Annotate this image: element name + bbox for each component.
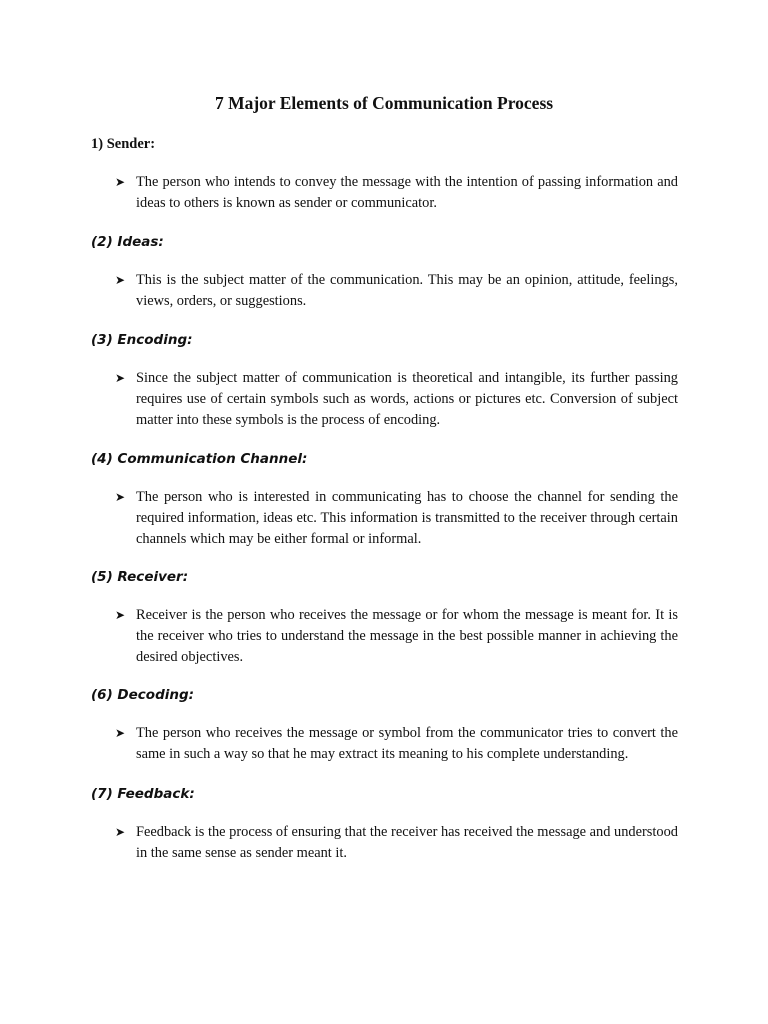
bullet-text: Receiver is the person who receives the message or for whom the message is meant for. It is the receiver who tries to understand the message in the best possible manner in achieving the desired objectives. [136,607,678,665]
arrow-bullet-icon: ➤ [115,825,126,839]
page-title: 7 Major Elements of Communication Process [214,93,554,113]
section-heading-sender: 1) Sender: [91,136,156,152]
bullet-text: Feedback is the process of ensuring that the receiver has received the message and understood in the same sense as sender meant it. [136,824,678,861]
arrow-bullet-icon: ➤ [115,175,126,189]
bullet-text: The person who is interested in communicating has to choose the channel for sending the required information, ideas etc. This information is transmitted to the receiver through certain channels which may be either formal or informal. [136,489,678,547]
section-heading-receiver: (5) Receiver: [91,569,189,585]
arrow-bullet-icon: ➤ [115,273,126,287]
section-body-ideas [115,270,678,312]
section-body-decoding [115,723,678,765]
bullet-text: This is the subject matter of the communication. This may be an opinion, attitude, feelings, views, orders, or suggestions. [136,272,678,309]
bullet-text: The person who intends to convey the message with the intention of passing information and ideas to others is known as sender or communicator. [136,174,678,211]
section-body-communication-channel [115,487,678,550]
section-body-feedback [115,822,678,864]
arrow-bullet-icon: ➤ [115,371,126,385]
section-heading-decoding: (6) Decoding: [91,687,195,703]
bullet-text: Since the subject matter of communication is theoretical and intangible, its further passing requires use of certain symbols such as words, actions or pictures etc. Conversion of subject matter into these symbols is the process of encoding. [136,370,678,428]
section-heading-communication-channel: (4) Communication Channel: [91,451,308,467]
section-heading-encoding: (3) Encoding: [91,332,193,348]
section-heading-feedback: (7) Feedback: [91,786,195,802]
section-body-encoding [115,368,678,431]
arrow-bullet-icon: ➤ [115,490,126,504]
arrow-bullet-icon: ➤ [115,726,126,740]
bullet-text: The person who receives the message or symbol from the communicator tries to convert the same in such a way so that he may extract its meaning to his complete understanding. [136,725,678,762]
section-body-sender [115,172,678,214]
arrow-bullet-icon: ➤ [115,608,126,622]
section-body-receiver [115,605,678,668]
section-heading-ideas: (2) Ideas: [91,234,164,250]
